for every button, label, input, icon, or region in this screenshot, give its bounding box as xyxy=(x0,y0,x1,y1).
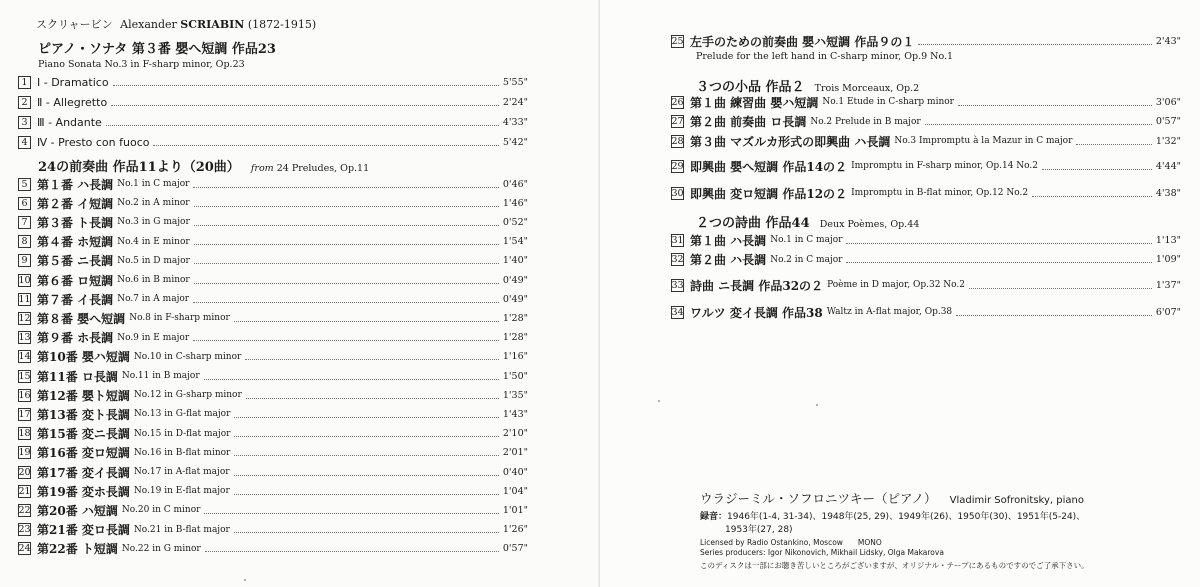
track-title: ワルツ 変イ長調 作品38 xyxy=(690,305,823,320)
track-number: 12 xyxy=(18,312,31,324)
recording-label: 録音： xyxy=(700,512,728,522)
poems-title-en: Deux Poèmes, Op.44 xyxy=(819,219,920,230)
track-number: 8 xyxy=(18,235,31,248)
track-number: 19 xyxy=(18,447,31,459)
recording-dates xyxy=(700,509,1085,522)
dot-leader xyxy=(925,124,1152,125)
track-duration: 2'43" xyxy=(1155,35,1181,47)
track-row xyxy=(18,94,528,110)
track-title: 第４番 ホ短調 xyxy=(37,235,114,250)
track-duration: 1'37" xyxy=(1155,279,1181,291)
track-number: 15 xyxy=(18,370,31,382)
track-duration: 4'33" xyxy=(502,116,528,128)
track-subtitle: No.1 Etude in C-sharp minor xyxy=(822,97,954,107)
track-number: 34 xyxy=(671,306,684,318)
track-row xyxy=(671,133,1181,149)
track-number: 18 xyxy=(18,428,31,440)
dot-leader xyxy=(1032,196,1152,197)
track-duration: 1'50" xyxy=(502,370,528,382)
track-duration: 0'57" xyxy=(502,543,528,555)
track-title: 第22番 ト短調 xyxy=(37,542,118,557)
track-number: 25 xyxy=(671,35,684,47)
track-row xyxy=(18,502,528,518)
track-subtitle: No.1 in C major xyxy=(117,179,190,189)
track-row xyxy=(671,232,1181,248)
track-duration: 1'04" xyxy=(502,485,528,497)
sonata-heading xyxy=(38,38,276,70)
artist-name-jp: ウラジーミル・ソフロニツキー（ピアノ） xyxy=(700,491,937,506)
track-25-subtitle: Prelude for the left hand in C-sharp minor, Op.9 No.1 xyxy=(696,51,954,62)
track-row xyxy=(18,253,528,269)
track-duration: 1'46" xyxy=(502,197,528,209)
track-duration: 1'32" xyxy=(1155,135,1181,147)
producers-line: Series producers: Igor Nikonovich, Mikhail Lidsky, Olga Makarova xyxy=(700,548,944,557)
track-subtitle: No.19 in E-flat major xyxy=(133,486,230,497)
track-number: 7 xyxy=(18,216,31,229)
artist-credit xyxy=(700,488,1084,507)
track-subtitle: Impromptu in B-flat minor, Op.12 No.2 xyxy=(851,188,1029,198)
track-subtitle: No.16 in B-flat minor xyxy=(133,447,231,458)
track-title: 第２曲 ハ長調 xyxy=(690,253,767,267)
track-subtitle: No.3 in G major xyxy=(117,217,190,228)
track-title: 第21番 変ロ長調 xyxy=(37,523,130,538)
track-subtitle: No.8 in F-sharp minor xyxy=(129,313,230,324)
dot-leader xyxy=(193,302,499,303)
morceaux-title-en: Trois Morceaux, Op.2 xyxy=(814,83,920,94)
track-row xyxy=(18,426,528,442)
track-title: 第８番 嬰へ短調 xyxy=(37,311,126,326)
track-row xyxy=(18,483,528,499)
dot-leader xyxy=(234,321,499,322)
track-number: 26 xyxy=(671,96,684,108)
recording-dates-line2: 1953年(27, 28) xyxy=(725,525,793,535)
track-number: 14 xyxy=(18,351,31,363)
track-subtitle: No.13 in G-flat major xyxy=(133,409,231,420)
dot-leader xyxy=(846,262,1151,263)
track-title: 第10番 嬰ハ短調 xyxy=(37,350,130,365)
poems-heading xyxy=(696,212,919,231)
track-title: Ⅱ - Allegretto xyxy=(37,95,108,109)
track-title: 第16番 変ロ短調 xyxy=(37,446,130,461)
track-row xyxy=(671,94,1181,110)
track-number: 17 xyxy=(18,408,31,420)
track-number: 23 xyxy=(18,524,31,536)
track-duration: 1'28" xyxy=(502,312,528,324)
dot-leader xyxy=(1076,144,1151,145)
track-title: 第６番 ロ短調 xyxy=(37,273,114,288)
track-row xyxy=(671,304,1181,320)
track-title: Ⅳ - Presto con fuoco xyxy=(37,135,150,149)
dot-leader xyxy=(234,494,499,495)
preludes-title-en: 24 Preludes, Op.11 xyxy=(273,163,370,174)
track-title: Ⅲ - Andante xyxy=(37,115,102,129)
track-row xyxy=(671,277,1181,293)
track-number: 4 xyxy=(18,136,31,149)
sonata-title-jp: ピアノ・ソナタ 第３番 嬰へ短調 作品23 xyxy=(38,42,276,57)
dot-leader xyxy=(958,105,1152,106)
track-subtitle: No.11 in B major xyxy=(121,371,200,381)
dot-leader xyxy=(193,340,499,341)
track-duration: 1'28" xyxy=(502,332,528,344)
track-duration: 1'43" xyxy=(502,408,528,420)
dot-leader xyxy=(205,551,499,552)
track-number: 27 xyxy=(671,116,684,127)
composer-name-en: Alexander xyxy=(120,18,181,31)
track-duration: 0'49" xyxy=(502,274,528,286)
track-number: 5 xyxy=(18,178,31,191)
track-duration: 2'10" xyxy=(502,428,528,440)
dot-leader xyxy=(153,145,498,146)
track-row xyxy=(671,114,1181,130)
track-row xyxy=(18,134,528,150)
dot-leader xyxy=(194,283,499,284)
track-number: 10 xyxy=(18,274,31,286)
track-number: 1 xyxy=(18,76,31,89)
track-subtitle: Impromptu in F-sharp minor, Op.14 No.2 xyxy=(851,161,1039,171)
track-number: 3 xyxy=(18,116,31,129)
dot-leader xyxy=(204,379,499,380)
paper-speck xyxy=(244,579,246,581)
track-number: 22 xyxy=(18,504,31,516)
track-title: 第５番 ニ長調 xyxy=(37,254,114,269)
sonata-title-en: Piano Sonata No.3 in F-sharp minor, Op.23 xyxy=(38,59,245,70)
dot-leader xyxy=(918,44,1152,45)
track-subtitle: No.3 Impromptu à la Mazur in C major xyxy=(894,136,1073,146)
track-row xyxy=(18,195,528,211)
track-number: 16 xyxy=(18,389,31,401)
track-title: 第９番 ホ長調 xyxy=(37,331,114,346)
preludes-heading xyxy=(38,156,369,175)
track-row xyxy=(18,310,528,326)
dot-leader xyxy=(194,244,499,245)
track-row xyxy=(18,214,528,230)
track-duration: 0'57" xyxy=(1155,116,1181,127)
dot-leader xyxy=(194,206,499,207)
track-subtitle: Waltz in A-flat major, Op.38 xyxy=(826,307,953,317)
track-duration: 0'52" xyxy=(502,216,528,228)
dot-leader xyxy=(234,455,499,456)
track-title: 第15番 変ニ長調 xyxy=(37,427,130,442)
poems-title-jp: ２つの詩曲 作品44 xyxy=(696,216,810,231)
track-subtitle: No.2 in A minor xyxy=(117,198,190,209)
track-duration: 0'40" xyxy=(502,466,528,478)
track-number: 13 xyxy=(18,332,31,344)
artist-name-en: Vladimir Sofronitsky, piano xyxy=(949,495,1084,506)
track-row xyxy=(18,368,528,384)
track-number: 20 xyxy=(18,466,31,478)
track-duration: 6'07" xyxy=(1155,306,1181,318)
track-duration: 2'01" xyxy=(502,447,528,459)
track-title: 第19番 変ホ長調 xyxy=(37,484,130,499)
track-subtitle: No.2 Prelude in B major xyxy=(810,116,921,127)
track-title: 第２曲 前奏曲 ロ長調 xyxy=(690,115,807,129)
track-duration: 1'09" xyxy=(1155,254,1181,265)
track-row xyxy=(18,74,528,90)
track-duration: 5'42" xyxy=(502,136,528,148)
dot-leader xyxy=(846,243,1151,244)
track-title: 即興曲 変ロ短調 作品12の２ xyxy=(690,186,848,201)
track-row xyxy=(18,445,528,461)
track-subtitle: No.10 in C-sharp minor xyxy=(133,351,242,362)
track-title: 第17番 変イ長調 xyxy=(37,465,130,480)
track-subtitle: Poème in D major, Op.32 No.2 xyxy=(827,280,966,290)
track-duration: 4'38" xyxy=(1155,187,1181,199)
track-subtitle: No.1 in C major xyxy=(770,235,843,245)
track-title: 詩曲 ニ長調 作品32の２ xyxy=(690,278,824,293)
right-page xyxy=(600,0,1200,587)
track-number: 9 xyxy=(18,254,31,267)
track-number: 11 xyxy=(18,293,31,305)
preludes-title-jp: 24の前奏曲 作品11より（20曲） xyxy=(38,160,240,175)
dot-leader xyxy=(956,315,1152,316)
track-row xyxy=(18,387,528,403)
track-row xyxy=(18,522,528,538)
track-title: 第１番 ハ長調 xyxy=(37,177,114,192)
track-title: 左手のための前奏曲 嬰ハ短調 作品９の１ xyxy=(690,34,915,49)
track-subtitle: No.2 in C major xyxy=(770,254,843,265)
track-title: 第13番 変ト長調 xyxy=(37,407,130,422)
track-row xyxy=(671,158,1181,174)
track-row xyxy=(18,234,528,250)
dot-leader xyxy=(234,475,499,476)
track-number: 32 xyxy=(671,254,684,265)
track-duration: 1'26" xyxy=(502,524,528,536)
dot-leader xyxy=(969,288,1152,289)
track-duration: 1'01" xyxy=(502,504,528,516)
track-title: 第20番 ハ短調 xyxy=(37,503,118,518)
track-subtitle: No.6 in B minor xyxy=(117,275,190,285)
dot-leader xyxy=(234,532,499,533)
track-subtitle: No.9 in E major xyxy=(117,332,190,343)
track-number: 2 xyxy=(18,96,31,109)
composer-years: (1872-1915) xyxy=(247,18,317,31)
track-number: 30 xyxy=(671,187,684,199)
track-number: 28 xyxy=(671,135,684,147)
track-title: 第７番 イ長調 xyxy=(37,292,114,307)
track-row xyxy=(18,272,528,288)
track-duration: 1'40" xyxy=(502,255,528,267)
dot-leader xyxy=(111,105,499,106)
dot-leader xyxy=(234,417,498,418)
track-subtitle: No.20 in C minor xyxy=(121,505,201,516)
track-title: 第１曲 ハ長調 xyxy=(690,233,767,248)
preludes-from: from xyxy=(250,163,274,174)
composer-name-jp: スクリャービン xyxy=(36,18,113,31)
track-number: 24 xyxy=(18,543,31,555)
track-number: 21 xyxy=(18,485,31,497)
dot-leader xyxy=(1042,169,1152,170)
track-row xyxy=(18,464,528,480)
track-duration: 1'54" xyxy=(502,236,528,248)
track-subtitle: No.21 in B-flat major xyxy=(133,524,230,535)
composer-header xyxy=(36,16,316,32)
track-number: 6 xyxy=(18,197,31,210)
dot-leader xyxy=(204,513,498,514)
track-title: Ⅰ - Dramatico xyxy=(37,75,109,89)
track-subtitle: No.12 in G-sharp minor xyxy=(133,390,242,401)
track-row xyxy=(18,176,528,192)
dot-leader xyxy=(246,398,499,399)
track-title: 第２番 イ短調 xyxy=(37,196,114,211)
morceaux-title-jp: ３つの小品 作品２ xyxy=(696,80,805,95)
track-duration: 4'44" xyxy=(1155,160,1181,172)
track-row xyxy=(18,291,528,307)
composer-surname: SCRIABIN xyxy=(180,18,245,31)
track-row xyxy=(18,349,528,365)
track-number: 29 xyxy=(671,160,684,172)
track-duration: 5'55" xyxy=(502,76,528,88)
track-row xyxy=(671,185,1181,201)
dot-leader xyxy=(245,359,499,360)
track-duration: 2'24" xyxy=(502,96,528,108)
track-subtitle: No.15 in D-flat major xyxy=(133,428,231,439)
track-row xyxy=(18,541,528,557)
morceaux-heading xyxy=(696,76,919,95)
track-row xyxy=(18,114,528,130)
track-title: 即興曲 嬰へ短調 作品14の２ xyxy=(690,159,848,174)
track-subtitle: No.4 in E minor xyxy=(117,236,190,247)
track-row xyxy=(671,252,1181,268)
disc-note: このディスクは一部にお聴き苦しいところがございますが、オリジナル・テープにあるものですのでご了承下さい。 xyxy=(700,561,1089,570)
track-title: 第３曲 マズルカ形式の即興曲 ハ長調 xyxy=(690,134,891,149)
track-duration: 1'35" xyxy=(502,389,528,401)
track-row xyxy=(671,33,1181,49)
track-row xyxy=(18,330,528,346)
dot-leader xyxy=(113,85,499,86)
paper-speck xyxy=(658,400,660,402)
dot-leader xyxy=(106,125,499,126)
dot-leader xyxy=(194,225,499,226)
track-duration: 0'49" xyxy=(502,293,528,305)
track-subtitle: No.7 in A major xyxy=(117,294,190,305)
track-number: 33 xyxy=(671,279,684,291)
track-row xyxy=(18,406,528,422)
track-title: 第１曲 練習曲 嬰ハ短調 xyxy=(690,95,819,110)
dot-leader xyxy=(234,436,498,437)
track-duration: 1'16" xyxy=(502,351,528,363)
track-duration: 0'46" xyxy=(502,178,528,190)
track-title: 第11番 ロ長調 xyxy=(37,369,118,384)
license-line: Licensed by Radio Ostankino, Moscow MONO xyxy=(700,538,882,547)
recording-dates-line1: 1946年(1-4, 31-34)、1948年(25, 29)、1949年(26)、1950年(30)、1951年(5-24)、 xyxy=(727,512,1086,522)
dot-leader xyxy=(193,187,498,188)
track-title: 第３番 ト長調 xyxy=(37,215,114,230)
track-subtitle: No.17 in A-flat major xyxy=(133,467,230,477)
track-title: 第12番 嬰ト短調 xyxy=(37,388,130,403)
track-subtitle: No.5 in D major xyxy=(117,255,190,266)
track-subtitle: No.22 in G minor xyxy=(121,543,201,554)
paper-speck xyxy=(816,404,818,406)
track-duration: 1'13" xyxy=(1155,234,1181,246)
track-number: 31 xyxy=(671,234,684,246)
track-duration: 3'06" xyxy=(1155,96,1181,108)
dot-leader xyxy=(194,263,499,264)
